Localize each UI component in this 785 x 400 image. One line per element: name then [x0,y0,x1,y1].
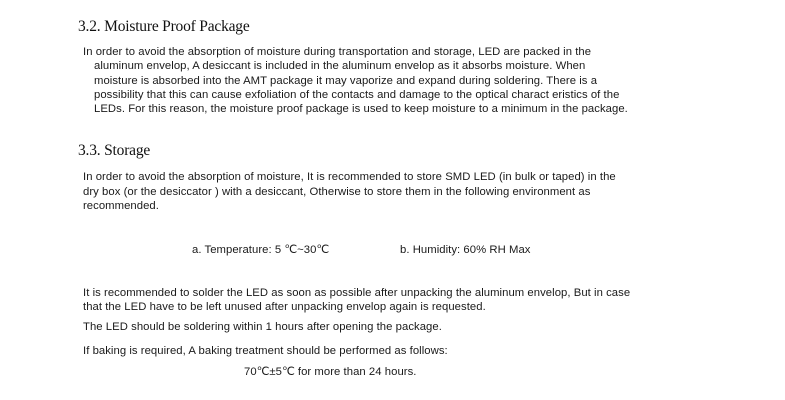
soldering-time-note: The LED should be soldering within 1 hours after opening the package. [83,321,442,333]
moisture-paragraph-line: possibility that this can cause exfoliation of the contacts and damage to the optical charact eristics of the [94,89,620,101]
section-heading-storage: 3.3. Storage [78,142,151,159]
storage-paragraph-line: In order to avoid the absorption of moisture, It is recommended to store SMD LED (in bulk or taped) in the [83,171,616,183]
storage-paragraph-line: dry box (or the desiccator ) with a desiccant, Otherwise to store them in the following environment as [83,186,591,198]
baking-condition: 70℃±5℃ for more than 24 hours. [244,366,417,378]
moisture-paragraph-line: moisture is absorbed into the AMT package it may vaporize and expand during soldering. There is a [94,75,598,87]
moisture-paragraph-line: LEDs. For this reason, the moisture proof package is used to keep moisture to a minimum in the package. [94,103,628,115]
section-heading-moisture-proof-package: 3.2. Moisture Proof Package [78,18,250,35]
moisture-paragraph-line: In order to avoid the absorption of moisture during transportation and storage, LED are packed in the [83,46,592,58]
storage-paragraph-line: recommended. [83,200,159,212]
temperature-condition: a. Temperature: 5 ℃~30℃ [192,244,330,256]
baking-intro: If baking is required, A baking treatment should be performed as follows: [83,345,448,357]
humidity-condition: b. Humidity: 60% RH Max [400,244,531,256]
solder-paragraph-line: that the LED have to be left unused after unpacking envelop again is requested. [83,301,486,313]
moisture-paragraph-line: aluminum envelop, A desiccant is included in the aluminum envelop as it absorbs moisture. When [94,60,586,72]
solder-paragraph-line: It is recommended to solder the LED as soon as possible after unpacking the aluminum envelop, But in case [83,287,631,299]
